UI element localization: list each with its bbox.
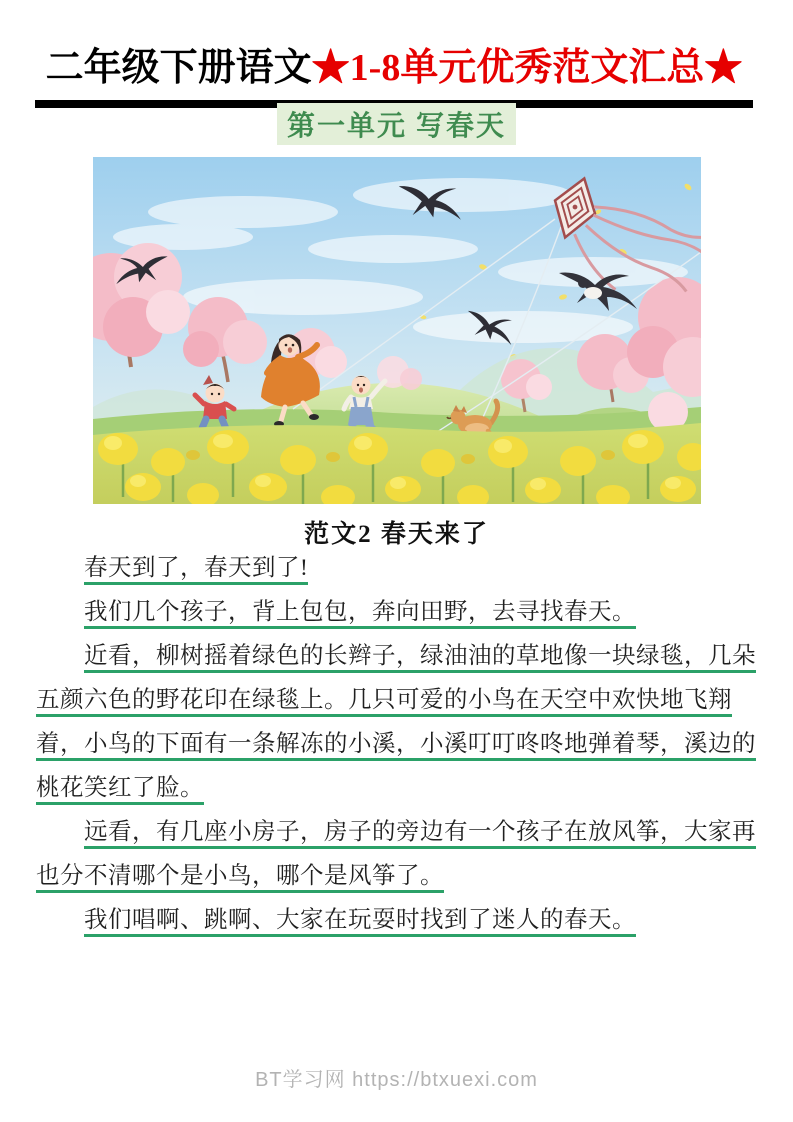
essay-line: 近看，柳树摇着绿色的长辫子，绿油油的草地像一块绿毯，几朵 bbox=[36, 635, 758, 679]
page-title bbox=[35, 36, 753, 108]
essay-line: 桃花笑红了脸。 bbox=[36, 767, 758, 811]
essay-line: 着，小鸟的下面有一条解冻的小溪，小溪叮叮咚咚地弹着琴，溪边的 bbox=[36, 723, 758, 767]
unit-heading-row bbox=[0, 103, 793, 145]
spring-illustration bbox=[93, 157, 701, 504]
watermark: BT学习网 https://btxuexi.com bbox=[255, 1069, 538, 1091]
essay-line: 也分不清哪个是小鸟，哪个是风筝了。 bbox=[36, 855, 758, 899]
essay-body bbox=[36, 547, 758, 943]
flower-field bbox=[93, 423, 701, 504]
essay-line: 五颜六色的野花印在绿毯上。几只可爱的小鸟在天空中欢快地飞翔 bbox=[36, 679, 758, 723]
page-title-black: 二年级下册语文 bbox=[45, 47, 312, 89]
unit-heading: 第一单元 写春天 bbox=[277, 103, 516, 145]
spring-illustration-svg bbox=[93, 157, 701, 504]
essay-line: 我们唱啊、跳啊、大家在玩耍时找到了迷人的春天。 bbox=[36, 899, 758, 943]
essay-line: 春天到了，春天到了! bbox=[36, 547, 758, 591]
essay-line: 我们几个孩子，背上包包，奔向田野，去寻找春天。 bbox=[36, 591, 758, 635]
section-title: 范文2 春天来了 bbox=[304, 521, 489, 548]
essay-line: 远看，有几座小房子，房子的旁边有一个孩子在放风筝，大家再 bbox=[36, 811, 758, 855]
page-title-red: ★1-8单元优秀范文汇总★ bbox=[311, 47, 743, 89]
